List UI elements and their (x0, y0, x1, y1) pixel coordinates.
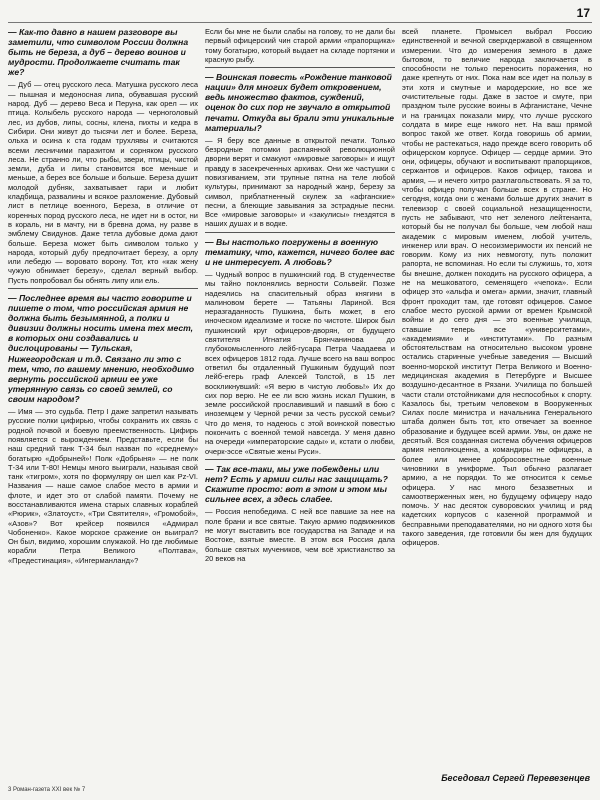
section-divider (205, 232, 395, 233)
interview-question: — Как-то давно в нашем разговоре вы заметили, что символом России должна быть не береза, а дуб – дерево воинов и мудрости. Продолжаете считать так же? (8, 27, 189, 78)
interview-question: — Так все-таки, мы уже побеждены или нет? Есть у армии силы нас защищать? Скажите просто: вот в этом и этом мы сильнее всех, а здесь слабее. (205, 463, 388, 505)
interview-question: — Последнее время вы часто говорите и пишете о том, что российская армия не должна быть безымянной, а полки и дивизии должны носить имена тех мест, в которых они создавались и дислоцированы — Тульская, Нижегородская и т.д. Связано ли это с тем, что, по вашему мнению, необходимо вернуть российской армии ее уже утерянную связь со своей землей, со своим народом? (8, 293, 195, 404)
page-footer: 3 Роман-газета XXI век № 7 (8, 787, 86, 793)
section-divider (205, 459, 395, 460)
column-right (402, 27, 592, 767)
interview-question: — Воинская повесть «Рождение танковой нации» для многих будет откровением, ведь множество фактов, суждений, оценок до сих пор не звучало в открытой печати. Откуда вы брали эти уникальные материалы? (205, 72, 395, 133)
column-middle (205, 27, 395, 767)
author-signature: Беседовал Сергей Перевезенцев (441, 773, 590, 783)
section-divider (205, 67, 395, 68)
interview-answer: всей планете. Промысел выбрал Россию единственной и вечной сверхдержавой в священном измерении. Что до измерения земного в даже бытовом, то величие народа заключается в способности не только переносить поражения, но даже крепнуть от них. Пока нам все идет на пользу в эти хотя и смутные и мародерские, но все же очистительные годы. Даже в застое и смуте, при праздном тыле русские воины в Афганистане, Чечне и на границах показали миру, что лучше русского солдата в мире еще никого нет. На ваш прямой вопрос такой же ответ. Когда говоришь об армии, чтобы не растекаться, надо прежде всего говорить об офицерском корпусе. Офицер — сердце армии. Это они, офицеры, обучают и воспитывают прапорщиков, сержантов и офицеров. Каков офицер, такова и армия, — и нечего хитро разглагольствовать. Я за то, чтобы офицер получал больше всех в стране. Но сегодня, когда они с женами больше других значит в телевизор с своей социальной незащищенности, пусть не забывают, что нет зеленого лейтенанта, который бы не получал бы больше, чем любой наш академик с мировым именем, любой учитель, инженер или врач. О несоизмеримости их пенсий не говорим. Кому из них невмоготу, путь положит рапорта, не вспоминая. Но если ты служишь, то, хотя бы внешне, должен походить на русского офицера, а не на мешковатого, семенящего «чепока». Если офицер это «альфа и омега» армии, значит, главный фронт проходит там, где готовят офицеров. Самое слабое место русской армии от времен Крымской войны и до сего дня — это военные училища, ставшие теперь все «университетами», «академиями» и «институтами». По разным обстоятельствам на относительно высоком уровне остались старинные учебные заведения — Высший военно-морской институт Петра Великого и Военно-медицинская академия в Петербурге и Высшее воздушно-десантное в Рязани. Училища по большей части стали отстойниками для неспособных к спорту. Казалось бы, третьим человеком в Вооруженных Силах после министра и начальника Генерального штаба должен быть тот, кто отвечает за военное образование и будущее всей армии. Увы, он даже не десятый. Вся созданная система обучения офицеров армия неполноценна, а командиры не офицеры, а более или менее добросовестные военные чиновники в униформе. Тыл обычно разлагает армию, а не порядки. То же относится к семье офицера. У нас много безазветных и самоотверженных жен, но будущему офицеру надо помочь. У нас десяток суворовских училищ и ряд кадетских корпусов с казенной программой и бесправными преподавателями, но ни одного хотя бы такого заведения, где готовили бы жен для будущих офицеров. (402, 27, 592, 548)
interview-answer: Если бы мне не были слабы на голову, то не дали бы первый офицерский чин старой армии «прапорщика» тому богатырю, который выдает на складе портянки и красную рыбу. (205, 27, 395, 64)
section-divider (8, 288, 198, 289)
article-columns (8, 27, 592, 767)
interview-answer: — Чудный вопрос в пушкинский год. В студенчестве мы тайно поклонялись верности Сольвейг. Позже надеялись на спасительный образ княгини в малиновом берете — Татьяны Лариной. Вся неразгаданность Пушкина, быть может, в его иноческом идеализме и тоске по чистоте. Широк был пушкинский круг офицеров-дворян, от будущего святителя Игнатия Брянчанинова до глубокомысленного лейб-гусара Петра Чаадаева и всех офицеров 1812 года. Лучше всего на ваш вопрос ответил бы отдаленный Пушкиным будущий поэт лейб-егерь граф Алексей Толстой, в 15 лет воскликнувший: «Я верю в чистую любовь!» Их до сих пор верю. Не ее ли всю жизнь искал Пушкин, в земле российской прославивший и павший в бою с иноземцем у Черной речки за честь русской семьи? Что до меня, то надеюсь с этой воинской повестью покончить с военной темой навсегда. У меня давно на очереди «императорские сады» и, кстати о любви, очерк-эссе «Святые жены Руси». (205, 270, 395, 456)
interview-question: — Вы настолько погружены в военную тематику, что, кажется, ничего более вас и не интересует. А любовь? (205, 236, 395, 267)
interview-answer: — Дуб — отец русского леса. Матушка русского леса — пышная и медоносная липа, обувавшая русский народ. Дуб — дерево Веса и Перуна, как орел — их птица. Колыбель русского народа — черноголовый лес, из дубов, липы, сосны, клена, пихты и кедра в Сибири. Они живут до тысячи лет и более. Береза, ольха и осина к ста годам трухлявы и считаются всеми лесничими паразитом и сорняком русского леса. Не странно ли, что рыбы, звери, птицы, чистой земли, дуба и липы становится все меньше и меньше, а берез все больше и больше. Береза душит молодой дубняк, захватывает гари и любит кладбища, развалины и всякое разложение. Дубовый лист в петлице военного, Береза, в отличие от коренных пород русского леса, не идет ни в остог, ни в кораль, ни в мачту, ни в бревна дома, ну разве в эмблему Свидунов. Даже тетла дубовые дома дают больше. Береза может быть символом только у народа, который дубу предпочитает березу, а орлу или лебедю — воровато ворону. Тот, кто «как жену чужую обнимает березу», сделал верный выбор. Пусть попробовал бы обнять липу или ель. (8, 80, 198, 285)
interview-answer: — Россия непобедима. С ней все павшие за нее на поле брани и все святые. Такую армию подвижников не могут выставить все государства на Западе и на Востоке, взятые вместе. В этом вся Россия дала больше святых мучеников, чем всё христианство за 20 веков на (205, 507, 395, 563)
top-divider (8, 22, 592, 23)
interview-answer: — Имя — это судьба. Петр I даже запретил называть русские полки цифирью, чтобы сохранить их связь с родной почвой и боевую преемственность. Цифирь появляется с вырождением. Представьте, если бы наш средний танк Т-34 был назван по «среднему» богатырю «Добрыней»! Полк «Добрыня» — не полк Т-34 или Т-80! Немцы много выиграли, называя свой танк «тигром», хотя по формуляру он шел как Pz-VI. Названия — наше самое слабое место в армии и флоте, и идет это от слабой памяти. Почему не восстанавливаются имена старых славных кораблей «Рюрик», «Златоуст», «Три Святителя», «Громобой», «Азов»? Вот крейсер появился «Адмирал Чобоненко». Какое морское сражение он выиграл? Он был, видимо, хорошим служакой. Но где любимые корабли Петра Великого «Полтава», «Предестинация», «Ингерманланд»? (8, 407, 198, 565)
page-number: 17 (576, 6, 590, 20)
interview-answer: — Я беру все данные в открытой печати. Только безродные потомки распаянной революционной дворни верят и смакуют «мировые заговоры» и ищут правду в засекреченных архивах. Они же частушки с повизгиванием, эти трупные пятна на теле любой культуры, принимают за народный жанр, березу за символ, приблатненный скулеж за «афганские» песни, а блеющие завывания за эстрадные песни. Все «мировые заговоры» и «закулисы» гнездятся в наших душах и в водке. (205, 135, 395, 229)
column-left (8, 27, 198, 767)
